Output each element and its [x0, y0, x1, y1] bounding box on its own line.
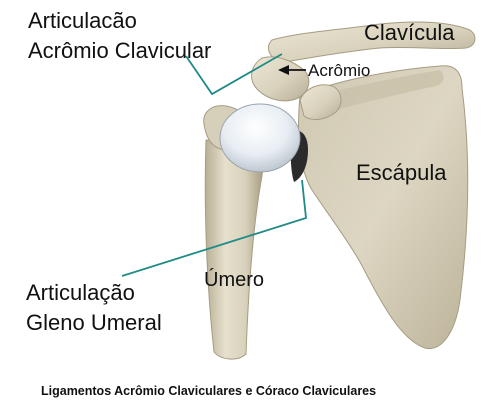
humerus-shaft	[204, 140, 265, 359]
acromion-label: Acrômio	[308, 61, 371, 80]
gh-joint-label-line2: Gleno Umeral	[26, 310, 162, 335]
ac-joint-label-line2: Acrômio Clavicular	[28, 38, 212, 63]
ac-joint-label-line1: Articulacão	[28, 8, 137, 33]
humeral-head	[220, 104, 300, 172]
humerus-label: Úmero	[204, 269, 265, 291]
clavicle-label: Clavícula	[364, 20, 455, 45]
acromion-bone	[252, 57, 309, 101]
scapula-label: Escápula	[356, 160, 447, 185]
figure-caption: Ligamentos Acrômio Claviculares e Córaco Claviculares	[41, 384, 377, 398]
gh-joint-label-line1: Articulação	[26, 280, 135, 305]
